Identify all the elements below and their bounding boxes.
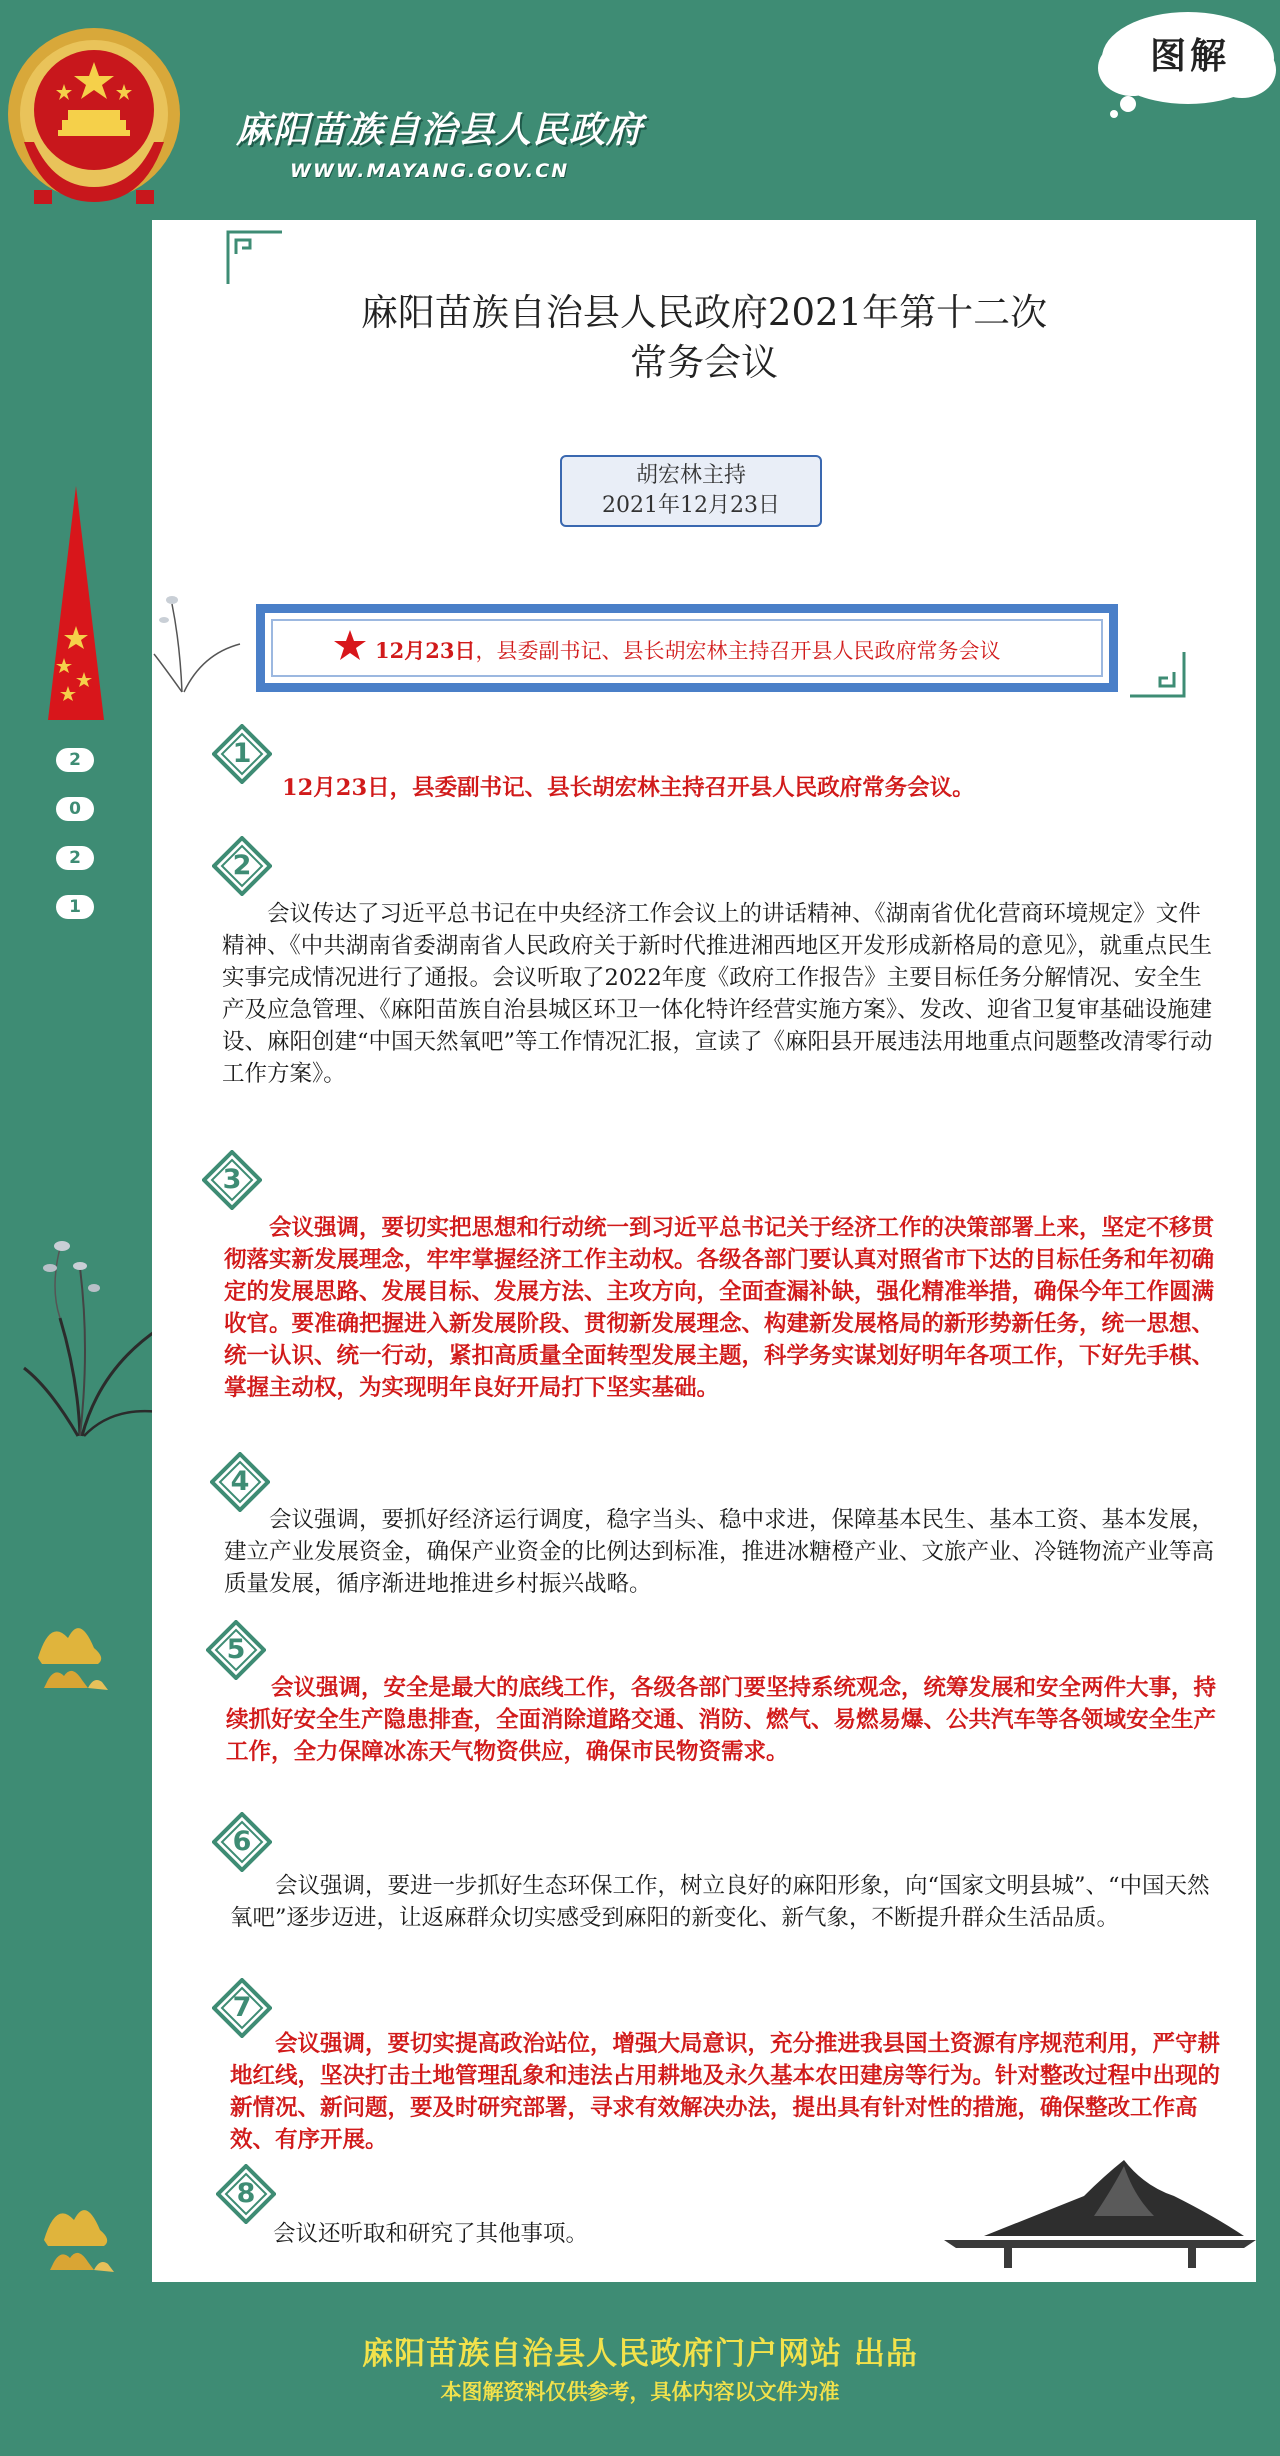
national-emblem-icon (4, 22, 180, 208)
year-digit: 0 (56, 797, 94, 821)
item-number: 1 (232, 738, 252, 769)
item-text: 会议强调，要切实提高政治站位，增强大局意识，充分推进我县国土资源有序规范利用，严守耕地红线，坚决打击土地管理乱象和违法占用耕地及永久基本农田建房等行为。针对整改过程中出现的新情况、新问题，要及时研究部署，寻求有效解决办法，提出具有针对性的措施，确保整改工作高效、有序开展。 (230, 2031, 1221, 2153)
orchid-icon (152, 564, 244, 694)
item-number-badge (212, 836, 272, 896)
banner-description: ，县委副书记、县长胡宏林主持召开县人民政府常务会议 (475, 639, 1001, 663)
item-text: 会议强调，要切实把思想和行动统一到习近平总书记关于经济工作的决策部署上来，坚定不移贯彻落实新发展理念，牢牢掌握经济工作主动权。各级各部门要认真对照省市下达的目标任务和年初确定的发展思路、发展目标、发展方法、主攻方向，全面查漏补缺，强化精准举措，确保今年工作圆满收官。要准确把握进入新发展阶段、贯彻新发展理念、构建新发展格局的新形势新任务，统一思想、统一认识、统一行动，紧扣高质量全面转型发展主题，科学务实谋划好明年各项工作，下好先手棋、掌握主动权，为实现明年良好开局打下坚实基础。 (224, 1215, 1215, 1401)
item-number: 3 (222, 1164, 242, 1195)
item-number: 4 (230, 1466, 250, 1497)
golden-mountain-icon (32, 1608, 112, 1694)
footer-producer: 麻阳苗族自治县人民政府门户网站 出品 (362, 2336, 918, 2372)
content-card (152, 220, 1256, 2282)
meeting-title-line2: 常务会议 (630, 341, 778, 384)
item-number-badge (202, 1150, 262, 1210)
year-digit: 2 (56, 846, 94, 870)
item-number: 7 (232, 1992, 252, 2023)
government-url[interactable]: WWW.MAYANG.GOV.CN (290, 160, 570, 182)
golden-mountain-icon (38, 2190, 118, 2276)
item-number-badge (212, 724, 272, 784)
ink-mountain-ornament-icon (944, 2156, 1256, 2270)
item-text: 12月23日，县委副书记、县长胡宏林主持召开县人民政府常务会议。 (282, 775, 975, 801)
year-digit: 1 (56, 895, 94, 919)
item-number-badge (212, 1812, 272, 1872)
host-name: 胡宏林主持 (635, 463, 746, 488)
meeting-banner (256, 604, 1118, 692)
item-text: 会议强调，要抓好经济运行调度，稳字当头、稳中求进，保障基本民生、基本工资、基本发展，建立产业发展资金，确保产业资金的比例达到标准，推进冰糖橙产业、文旅产业、冷链物流产业等高质量发展，循序渐进地推进乡村振兴战略。 (224, 1507, 1215, 1597)
banner-date: 12月23日 (375, 638, 476, 663)
year-digits (52, 748, 98, 944)
pennant-star-icon (48, 486, 104, 720)
host-date-box (560, 455, 822, 527)
item-number: 8 (236, 2178, 256, 2209)
corner-ornament-icon (226, 230, 282, 284)
item-number: 6 (232, 1826, 252, 1857)
star-icon (333, 629, 367, 663)
item-text: 会议传达了习近平总书记在中央经济工作会议上的讲话精神、《湖南省优化营商环境规定》文件精神、《中共湖南省委湖南省人民政府关于新时代推进湘西地区开发形成新格局的意见》，就重点民生实事完成情况进行了通报。会议听取了2022年度《政府工作报告》主要目标任务分解情况、安全生产及应急管理、《麻阳苗族自治县城区环卫一体化特许经营实施方案》、发改、迎省卫复审基础设施建设、麻阳创建“中国天然氧吧”等工作情况汇报，宣读了《麻阳县开展违法用地重点问题整改清零行动工作方案》。 (222, 901, 1213, 1087)
banner-text (375, 635, 1000, 665)
item-number-badge (206, 1620, 266, 1680)
item-number: 5 (226, 1634, 246, 1665)
item-number-badge (216, 2164, 276, 2224)
year-digit: 2 (56, 748, 94, 772)
footer-disclaimer: 本图解资料仅供参考，具体内容以文件为准 (440, 2380, 840, 2404)
corner-ornament-icon (1130, 652, 1186, 698)
government-name: 麻阳苗族自治县人民政府 (236, 110, 644, 151)
item-text: 会议还听取和研究了其他事项。 (228, 2221, 589, 2247)
meeting-date: 2021年12月23日 (602, 493, 780, 518)
item-number: 2 (232, 850, 252, 881)
meeting-title: 麻阳苗族自治县人民政府2021年第十二次 (360, 291, 1048, 334)
item-text: 会议强调，安全是最大的底线工作，各级各部门要坚持系统观念，统筹发展和安全两件大事，持续抓好安全生产隐患排查，全面消除道路交通、消防、燃气、易燃易爆、公共汽车等各领域安全生产工作，全力保障冰冻天气物资供应，确保市民物资需求。 (226, 1675, 1217, 1765)
item-text: 会议强调，要进一步抓好生态环保工作，树立良好的麻阳形象，向“国家文明县城”、“中国天然氧吧”逐步迈进，让返麻群众切实感受到麻阳的新变化、新气象，不断提升群众生活品质。 (230, 1873, 1210, 1931)
tujie-label: 图解 (1150, 36, 1231, 77)
item-number-badge (210, 1452, 270, 1512)
